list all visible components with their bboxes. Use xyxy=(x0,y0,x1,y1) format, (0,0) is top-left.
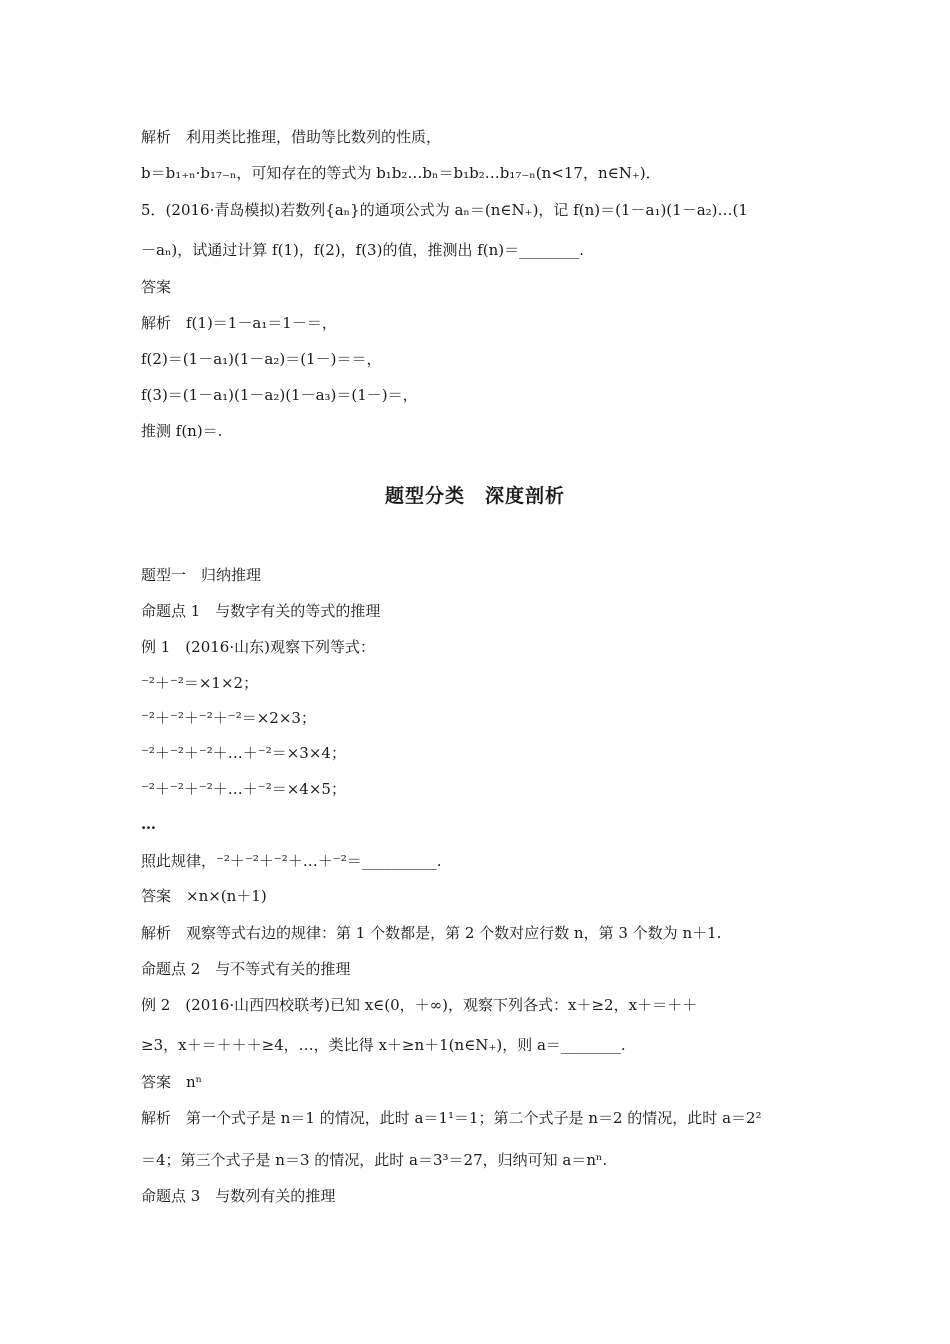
problem-statement: 5．(2016·青岛模拟)若数列{aₙ}的通项公式为 aₙ＝(n∈N₊)，记 f(n)＝(1－a₁)(1－a₂)…(1 xyxy=(141,201,748,219)
example-title: 例 1 (2016·山东)观察下列等式： xyxy=(141,638,375,656)
example-title: 例 2 (2016·山西四校联考)已知 x∈(0，＋∞)，观察下列各式：x＋≥2，x＋＝＋＋ xyxy=(141,996,698,1014)
topic-title: 题型一 归纳推理 xyxy=(141,566,262,584)
text-line: ≥3，x＋＝＋＋＋≥4，…，类比得 x＋≥n＋1(n∈N₊)，则 a＝________. xyxy=(141,1036,626,1054)
analysis-line: 解析 f(1)＝1－a₁＝1－＝， xyxy=(141,314,337,332)
equation-line: ⁻²＋⁻²＋⁻²＋…＋⁻²＝×3×4； xyxy=(141,744,346,762)
subtopic-title: 命题点 1 与数字有关的等式的推理 xyxy=(141,602,381,620)
text-line: f(2)＝(1－a₁)(1－a₂)＝(1－)＝＝， xyxy=(141,350,382,368)
subtopic-title: 命题点 2 与不等式有关的推理 xyxy=(141,960,351,978)
analysis-line: 解析 第一个式子是 n＝1 的情况，此时 a＝1¹＝1；第二个式子是 n＝2 的情况，此时 a＝2² xyxy=(141,1109,762,1127)
text-line: b＝b₁₊ₙ·b₁₇₋ₙ，可知存在的等式为 b₁b₂…bₙ＝b₁b₂…b₁₇₋ₙ(n<17，n∈N₊)． xyxy=(141,164,661,182)
subtopic-title: 命题点 3 与数列有关的推理 xyxy=(141,1187,336,1205)
equation-line: ⁻²＋⁻²＋⁻²＋⁻²＝×2×3； xyxy=(141,709,316,727)
problem-statement-continued: －aₙ)，试通过计算 f(1)，f(2)，f(3)的值，推测出 f(n)＝________. xyxy=(141,241,584,259)
equation-line: ⁻²＋⁻²＝×1×2； xyxy=(141,674,259,692)
answer-label: 答案 xyxy=(141,278,172,296)
text-line: 推测 f(n)＝. xyxy=(141,422,223,440)
analysis-line: 解析 观察等式右边的规律：第 1 个数都是，第 2 个数对应行数 n，第 3 个数为 n＋1. xyxy=(141,924,722,942)
text-line: ＝4；第三个式子是 n＝3 的情况，此时 a＝3³＝27，归纳可知 a＝nⁿ. xyxy=(141,1151,608,1169)
equation-line: ⁻²＋⁻²＋⁻²＋…＋⁻²＝×4×5； xyxy=(141,780,346,798)
answer-line: 答案 nⁿ xyxy=(141,1073,203,1091)
answer-line: 答案 ×n×(n＋1) xyxy=(141,887,267,905)
section-heading: 题型分类 深度剖析 xyxy=(384,485,565,507)
ellipsis: … xyxy=(141,815,156,833)
text-line: f(3)＝(1－a₁)(1－a₂)(1－a₃)＝(1－)＝， xyxy=(141,386,418,404)
text-line: 解析 利用类比推理，借助等比数列的性质， xyxy=(141,128,442,146)
question-line: 照此规律，⁻²＋⁻²＋⁻²＋…＋⁻²＝__________. xyxy=(141,852,442,870)
